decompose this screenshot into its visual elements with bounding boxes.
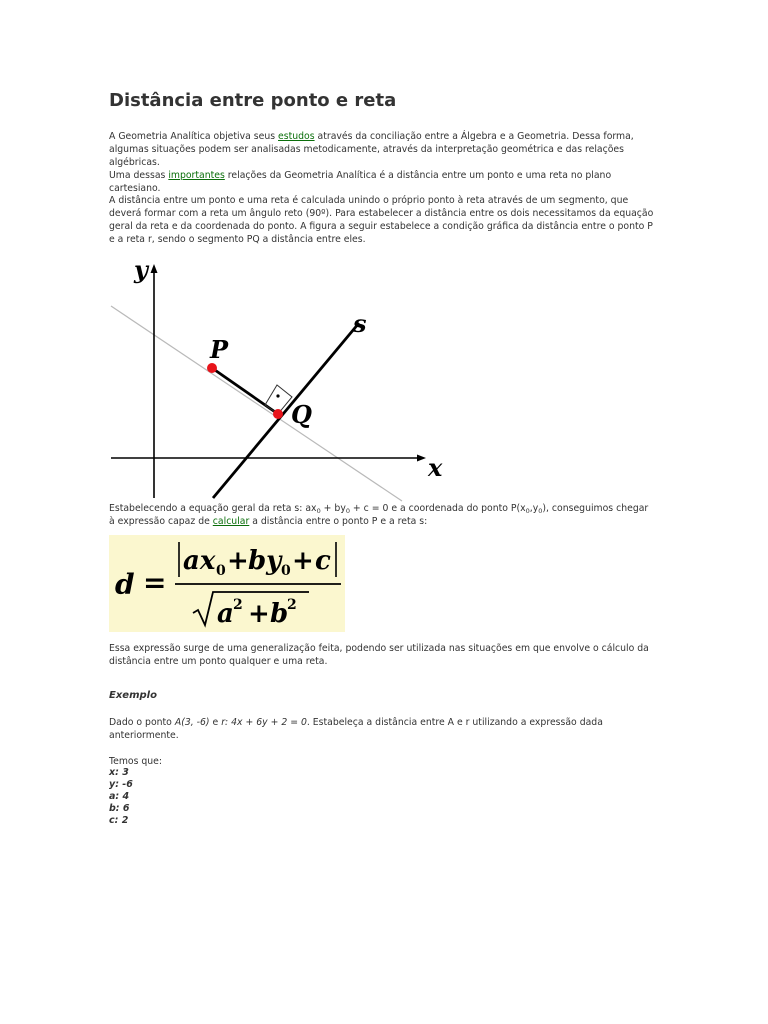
example-line: r: 4x + 6y + 2 = 0 xyxy=(221,717,307,728)
label-x: x xyxy=(428,453,443,482)
num-plus1: + xyxy=(227,546,249,576)
example-point: A(3, -6) xyxy=(174,717,210,728)
values-list xyxy=(109,767,654,827)
num-sub-0a: 0 xyxy=(216,563,226,579)
right-angle-dot xyxy=(276,394,279,397)
example-title: Exemplo xyxy=(109,690,157,701)
second-text-start: Uma dessas xyxy=(109,170,169,181)
formula-d: d xyxy=(115,568,135,601)
den-sup-2b: 2 xyxy=(287,597,297,613)
point-q xyxy=(273,409,283,419)
label-q: Q xyxy=(291,400,312,429)
num-plus2: + xyxy=(292,546,314,576)
num-c: c xyxy=(315,546,331,576)
den-sup-2a: 2 xyxy=(233,597,243,613)
den-b: b xyxy=(270,599,289,629)
geometry-figure xyxy=(109,256,454,506)
second-text-end: relações da Geometria Analítica é a distância entre um ponto e uma reta no plano cartesiano. xyxy=(109,170,612,194)
generalization-paragraph: Essa expressão surge de uma generalização feita, podendo ser utilizada nas situações em que envolve o cálculo da distância entre um ponto qualquer e uma reta. xyxy=(109,643,649,667)
formula-svg xyxy=(109,535,345,632)
x-axis-arrow xyxy=(417,455,426,462)
label-p: P xyxy=(210,335,229,364)
link-importantes[interactable]: importantes xyxy=(168,170,225,181)
value-c: c: 2 xyxy=(109,815,129,826)
value-a: a: 4 xyxy=(109,791,130,802)
definition-paragraph: A distância entre um ponto e uma reta é calculada unindo o próprio ponto à reta através de um segmento, que deverá formar com a reta um ângulo reto (90º). Para estabelecer a distância entre os dois necessitamos da equação geral da reta e da coordenada do ponto. A figura a seguir estabelece a condição gráfica da distância entre o ponto P e a reta r, sendo o segmento PQ a distância entre eles. xyxy=(109,195,654,245)
label-s: s xyxy=(353,309,367,338)
num-by: by xyxy=(248,546,282,576)
page-title: Distância entre ponto e reta xyxy=(109,90,397,111)
value-y: y: -6 xyxy=(109,779,133,790)
intro-text-start: A Geometria Analítica objetiva seus xyxy=(109,131,279,142)
intro-paragraph xyxy=(109,130,654,195)
den-plus: + xyxy=(248,599,270,629)
link-calcular[interactable]: calcular xyxy=(212,516,250,527)
distance-formula xyxy=(109,535,345,632)
intro-text-end: através da conciliação entre a Álgebra e a Geometria. Dessa forma, algumas situações podem ser analisadas metodicamente, através da interpretação geométrica e das relações algébricas. xyxy=(109,131,634,168)
formula-equals: = xyxy=(143,566,167,599)
point-p xyxy=(207,363,217,373)
label-y: y xyxy=(134,256,148,284)
value-x: x: 3 xyxy=(109,767,129,778)
equation-paragraph: Estabelecendo a equação geral da reta s: $ax_0 + by_0 + c = 0$ e a coordenada do ponto $P(x_0,y_0)$, conseguimos chegar à expressão capaz de calcular a distância entre o ponto P e a reta s: xyxy=(109,503,649,527)
example-statement: Dado o ponto A(3, -6) e r: 4x + 6y + 2 = 0. Estabeleça a distância entre A e r utilizando a expressão dada anteriormente. xyxy=(109,717,603,741)
y-axis-arrow xyxy=(151,264,158,273)
value-b: b: 6 xyxy=(109,803,130,814)
link-estudos[interactable]: estudos xyxy=(278,131,315,142)
line-s xyxy=(213,323,359,498)
num-sub-0b: 0 xyxy=(281,563,291,579)
den-a: a xyxy=(217,599,234,629)
num-ax: ax xyxy=(183,546,216,576)
temos-que: Temos que: xyxy=(109,756,163,767)
